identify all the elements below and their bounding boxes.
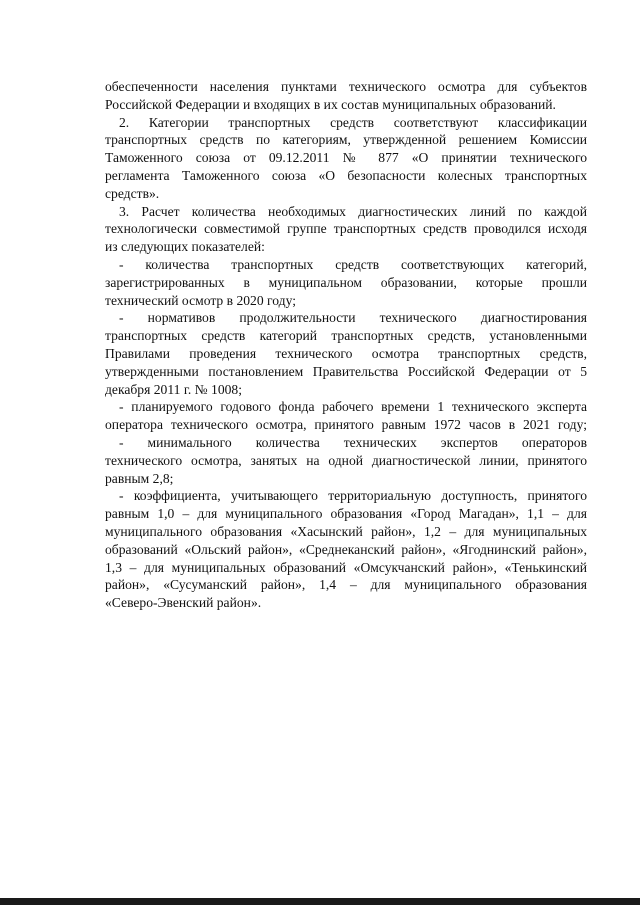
- text-line: муниципального образования «Хасынский район», 1,2 – для муниципальных: [105, 523, 587, 539]
- text-line: обеспеченности населения пунктами технического осмотра для субъектов: [105, 79, 587, 94]
- text-line: средств».: [105, 185, 160, 201]
- text-line: технический осмотр в 2020 году;: [105, 292, 296, 308]
- text-line: район», «Сусуманский район», 1,4 – для муниципального образования: [105, 577, 587, 593]
- paragraph-2-start: 2. Категории транспортных средств соответствуют классификации: [119, 114, 587, 130]
- text-line: зарегистрированных в муниципальном образовании, которые прошли: [105, 274, 587, 290]
- text-line: 1,3 – для муниципальных образований «Омсукчанский район», «Тенькинский: [105, 559, 587, 575]
- text-line: утвержденными постановлением Правительства Российской Федерации от 5: [105, 363, 587, 379]
- text-line: транспортных средств по категориям, утвержденной решением Комиссии: [105, 132, 587, 148]
- text-line: технического осмотра, занятых на одной диагностической линии, принятого: [105, 452, 587, 468]
- list-item-start: - коэффициента, учитывающего территориальную доступность, принятого: [119, 488, 587, 504]
- document-body: [105, 78, 587, 612]
- text-line: Правилами проведения технического осмотра транспортных средств,: [105, 345, 587, 361]
- text-line: образований «Ольский район», «Среднеканский район», «Ягоднинский район»,: [105, 541, 587, 557]
- text-line: равным 1,0 – для муниципального образования «Город Магадан», 1,1 – для: [105, 506, 587, 522]
- text-line: регламента Таможенного союза «О безопасности колесных транспортных: [105, 167, 587, 183]
- text-line: технологически совместимой группе транспортных средств проводился исходя: [105, 221, 587, 237]
- list-item-start: - планируемого годового фонда рабочего времени 1 технического эксперта: [119, 399, 587, 415]
- list-item-start: - нормативов продолжительности технического диагностирования: [119, 310, 587, 326]
- text-line: из следующих показателей:: [105, 239, 265, 255]
- text-line: оператора технического осмотра, принятого равным 1972 часов в 2021 году;: [105, 417, 587, 433]
- list-item-start: - количества транспортных средств соответствующих категорий,: [119, 256, 587, 272]
- text-line: декабря 2011 г. № 1008;: [105, 381, 242, 397]
- text-line: Российской Федерации и входящих в их состав муниципальных образований.: [105, 96, 556, 112]
- list-item-start: - минимального количества технических экспертов операторов: [119, 434, 587, 450]
- text-line: Таможенного союза от 09.12.2011 № 877 «О принятии технического: [105, 150, 587, 166]
- text-line: транспортных средств категорий транспортных средств, установленными: [105, 328, 587, 344]
- text-line: равным 2,8;: [105, 470, 174, 486]
- text-line: «Северо-Эвенский район».: [105, 595, 262, 611]
- scan-edge-border: [0, 898, 640, 905]
- paragraph-3-start: 3. Расчет количества необходимых диагностических линий по каждой: [119, 203, 587, 219]
